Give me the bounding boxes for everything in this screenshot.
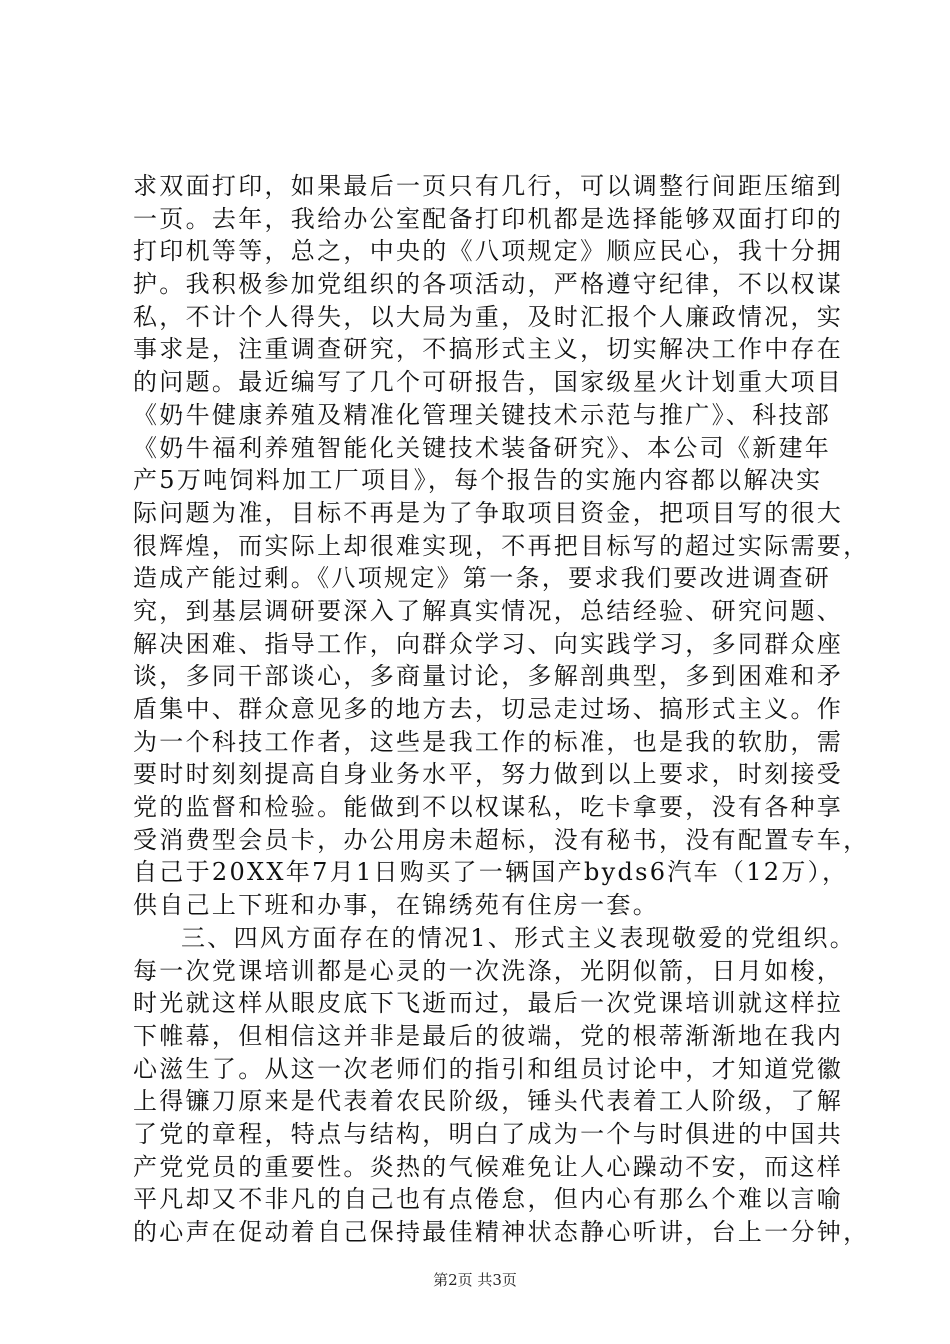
text-line: 谈，多同干部谈心，多商量讨论，多解剖典型，多到困难和矛 [133, 662, 844, 691]
text-line: 为一个科技工作者，这些是我工作的标准，也是我的软肋，需 [133, 727, 844, 756]
text-line: 《奶牛福利养殖智能化关键技术装备研究》、本公司《新建年 [133, 433, 832, 462]
text-line: 际问题为准，目标不再是为了争取项目资金，把项目写的很大 [133, 498, 844, 527]
text-line: 下帷幕，但相信这并非是最后的彼端，党的根蒂渐渐地在我内 [133, 1021, 844, 1050]
text-line: 的心声在促动着自己保持最佳精神状态静心听讲，台上一分钟， [133, 1218, 870, 1246]
text-line: 的问题。最近编写了几个可研报告，国家级星火计划重大项目 [133, 368, 844, 397]
text-line: 自己于20XX年7月1日购买了一辆国产byds6汽车（12万）， [133, 858, 849, 887]
text-line: 时光就这样从眼皮底下飞逝而过，最后一次党课培训就这样拉 [133, 989, 844, 1018]
text-line: 打印机等等，总之，中央的《八项规定》顺应民心，我十分拥 [133, 237, 844, 266]
text-line: 平凡却又不非凡的自己也有点倦怠，但内心有那么个难以言喻 [133, 1185, 844, 1214]
text-line: 事求是，注重调查研究，不搞形式主义，切实解决工作中存在 [133, 335, 844, 364]
text-line: 供自己上下班和办事，在锦绣苑有住房一套。 [133, 891, 659, 920]
page-footer: 第2页 共3页 [433, 1271, 517, 1289]
text-line: 上得镰刀原来是代表着农民阶级，锤头代表着工人阶级，了解 [133, 1087, 844, 1116]
text-line: 要时时刻刻提高自身业务水平，努力做到以上要求，时刻接受 [133, 760, 844, 789]
text-line: 求双面打印，如果最后一页只有几行，可以调整行间距压缩到 [133, 172, 844, 200]
text-line: 了党的章程，特点与结构，明白了成为一个与时俱进的中国共 [133, 1119, 844, 1148]
text-line: 《奶牛健康养殖及精准化管理关键技术示范与推广》、科技部 [133, 400, 832, 429]
text-line: 产党党员的重要性。炎热的气候难免让人心躁动不安，而这样 [133, 1152, 844, 1181]
text-line: 一页。去年，我给办公室配备打印机都是选择能够双面打印的 [133, 204, 844, 233]
text-line: 心滋生了。从这一次老师们的指引和组员讨论中，才知道党徽 [133, 1054, 844, 1083]
text-line: 盾集中、群众意见多的地方去，切忌走过场、搞形式主义。作 [133, 695, 844, 723]
body-text [133, 170, 870, 1249]
text-line: 私，不计个人得失，以大局为重，及时汇报个人廉政情况，实 [133, 302, 844, 331]
text-line: 党的监督和检验。能做到不以权谋私，吃卡拿要，没有各种享 [133, 793, 844, 822]
text-line: 产5万吨饲料加工厂项目》，每个报告的实施内容都以解决实 [133, 466, 823, 495]
text-line: 护。我积极参加党组织的各项活动，严格遵守纪律，不以权谋 [133, 270, 844, 299]
text-line: 造成产能过剩。《八项规定》第一条，要求我们要改进调查研 [133, 564, 832, 593]
text-line: 究，到基层调研要深入了解真实情况，总结经验、研究问题、 [133, 596, 844, 625]
text-line: 解决困难、指导工作，向群众学习、向实践学习，多同群众座 [133, 629, 844, 658]
text-line: 受消费型会员卡，办公用房未超标，没有秘书，没有配置专车， [133, 825, 870, 854]
section-heading-line: 三、四风方面存在的情况1、形式主义表现敬爱的党组织。 [181, 923, 857, 952]
text-line: 每一次党课培训都是心灵的一次洗涤，光阴似箭，日月如梭， [133, 956, 844, 985]
text-line: 很辉煌，而实际上却很难实现，不再把目标写的超过实际需要， [133, 531, 870, 560]
